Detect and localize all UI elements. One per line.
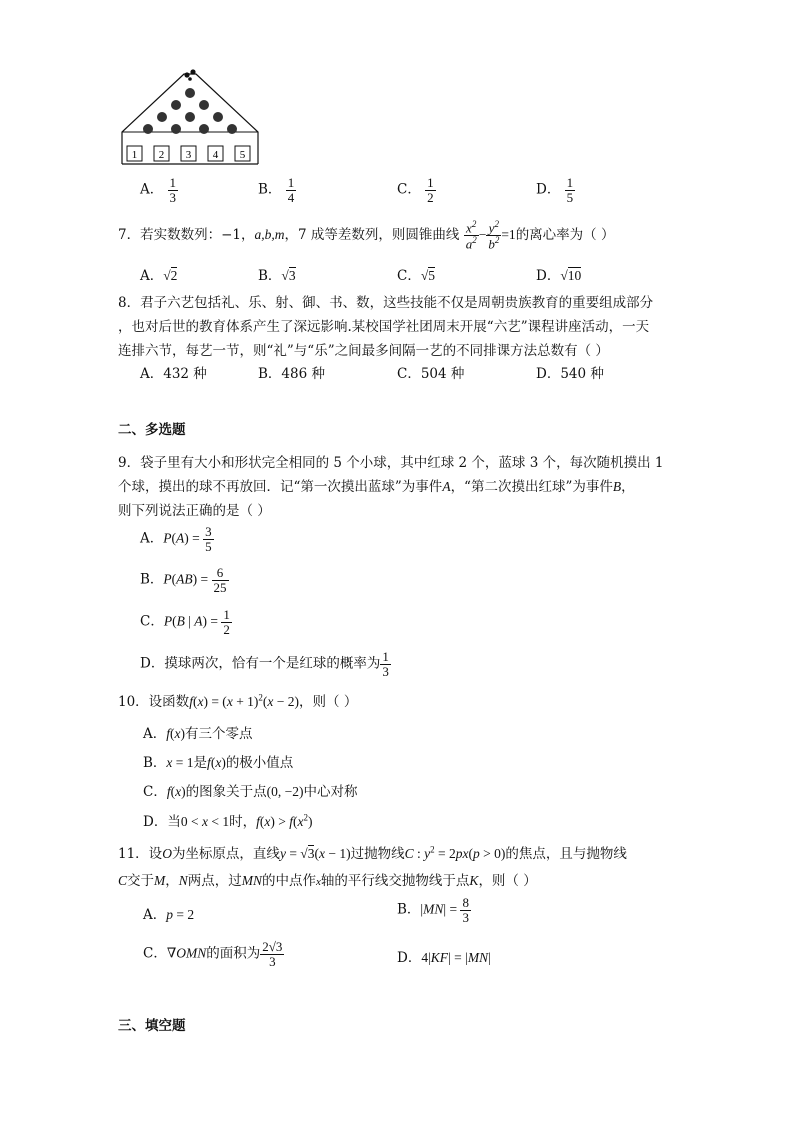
q6-option-c[interactable]: C． $\frac{1}{2}$ [397,175,434,205]
q10-option-d[interactable]: D．当0 < x < 1时，$f(x) > f(x^2)$ [143,812,313,830]
fraction: $\frac{1}{2}$ [427,175,434,205]
q7-stem: 7．若实数数列：−1，a,b,m，7 成等差数列，则圆锥曲线 $\frac{x^2}{a^2}$ − $\frac{y^2}{b^2}$ =1的离心率为（ ） [118,219,615,252]
q7-option-a[interactable]: A．√2 [140,268,178,284]
q11-option-a[interactable]: A．p = 2 [143,907,195,923]
q10-stem: 10．设函数$f(x) = (x + 1)^2(x - 2)$，则（ ） [118,692,358,710]
fraction: $\frac{1}{3}$ [169,175,177,205]
slot-label: 3 [185,149,192,161]
q11-line1: 11．设O为坐标原点，直线y = √3(x − 1)过抛物线C : $y^2 = 2px(p > 0)$的焦点，且与抛物线 [118,844,627,862]
slot-label: 4 [212,149,219,161]
q11-line2: C交于M，N两点，过MN的中点作x轴的平行线交抛物线于点K，则（ ） [118,873,537,889]
q6-option-a[interactable]: A． $\frac{1}{3}$ [140,175,177,205]
fraction: $\frac{1}{2}$ [223,607,230,637]
slot-label: 2 [158,149,165,161]
q8-option-b[interactable]: B．486 种 [258,366,325,382]
galton-board-figure [118,66,262,166]
q9-option-a[interactable]: A．P(A) = $\frac{3}{5}$ [140,524,212,554]
q7-option-b[interactable]: B．√3 [258,268,296,284]
fraction: $\frac{8}{3}$ [462,895,469,925]
fraction: $\frac{6}{25}$ [213,565,227,595]
q10-option-a[interactable]: A．f(x)有三个零点 [143,726,253,742]
fraction: $\frac{1}{4}$ [287,175,295,205]
q7-option-d[interactable]: D．√10 [536,268,582,284]
fraction: $\frac{y^2}{b^2}$ [488,219,500,252]
q7-option-c[interactable]: C．√5 [397,268,436,284]
q11-option-d[interactable]: D．4|KF| = |MN| [397,950,491,966]
fraction: $\frac{3}{5}$ [205,524,212,554]
q8-option-a[interactable]: A．432 种 [140,366,207,382]
q6-option-d[interactable]: D． $\frac{1}{5}$ [536,175,574,205]
q8-option-d[interactable]: D．540 种 [536,366,604,382]
q10-option-b[interactable]: B．x = 1是f(x)的极小值点 [143,755,294,771]
section-heading: 二、多选题 [118,422,186,438]
q8-line1: 8．君子六艺包括礼、乐、射、御、书、数，这些技能不仅是周朝贵族教育的重要组成部分 [118,295,654,311]
slot-label: 1 [131,149,138,161]
q6-option-b[interactable]: B． $\frac{1}{4}$ [258,175,295,205]
q8-line2: ，也对后世的教育体系产生了深远影响.某校国学社团周末开展“六艺”课程讲座活动，一天 [118,319,650,335]
fraction: $\frac{1}{5}$ [566,175,574,205]
q9-line1: 9．袋子里有大小和形状完全相同的 5 个小球，其中红球 2 个，蓝球 3 个，每次随机摸出 1 [118,455,664,471]
section-heading: 三、填空题 [118,1018,186,1034]
fraction: $\frac{1}{3}$ [382,649,389,679]
q8-line3: 连排六节，每艺一节，则“礼”与“乐”之间最多间隔一艺的不同排课方法总数有（ ） [118,343,609,359]
q9-option-c[interactable]: C．P(B | A) = $\frac{1}{2}$ [140,607,230,637]
q9-line2: 个球，摸出的球不再放回．记“第一次摸出蓝球”为事件A，“第二次摸出红球”为事件B， [118,479,635,495]
fraction: $\frac{2√3}{3}$ [262,939,283,969]
q9-line3: 则下列说法正确的是（ ） [118,503,271,519]
slot-label: 5 [239,149,246,161]
q11-option-b[interactable]: B．|MN| = $\frac{8}{3}$ [397,895,469,925]
q9-option-b[interactable]: B．P(AB) = $\frac{6}{25}$ [140,565,227,595]
q10-option-c[interactable]: C．f(x)的图象关于点(0, −2)中心对称 [143,784,358,800]
q11-option-c[interactable]: C．∇OMN的面积为 $\frac{2√3}{3}$ [143,939,283,969]
q8-option-c[interactable]: C．504 种 [397,366,465,382]
q9-option-d[interactable]: D．摸球两次，恰有一个是红球的概率为 $\frac{1}{3}$ [140,649,389,679]
fraction: $\frac{x^2}{a^2}$ [465,219,477,252]
